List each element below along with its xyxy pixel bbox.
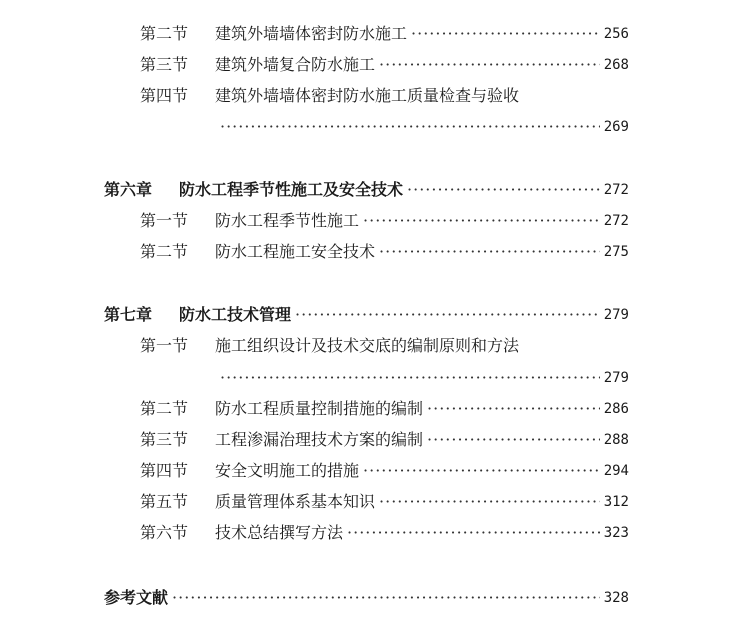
entry-label: 第二节 (140, 24, 189, 43)
page-number: 328 (603, 590, 629, 606)
toc-entry[interactable] (140, 397, 629, 421)
toc-chapter[interactable] (104, 178, 629, 202)
toc-entry-continuation[interactable] (220, 115, 629, 139)
page-number: 275 (603, 244, 629, 260)
entry-label: 第四节 (140, 86, 189, 105)
entry-title: 施工组织设计及技术交底的编制原则和方法 (215, 336, 520, 355)
page-number: 312 (603, 494, 629, 510)
entry-title: 防水工程季节性施工 (215, 211, 360, 230)
dot-leader (363, 459, 600, 483)
entry-label: 第五节 (140, 492, 189, 511)
page-number: 279 (603, 307, 629, 323)
entry-title: 建筑外墙墙体密封防水施工质量检查与验收 (215, 86, 520, 105)
entry-label: 第六节 (140, 523, 189, 542)
chapter-title: 防水工技术管理 (179, 305, 292, 324)
dot-leader (363, 209, 600, 233)
page-number: 279 (603, 370, 629, 386)
entry-label: 第三节 (140, 430, 189, 449)
toc-entry[interactable] (140, 428, 629, 452)
entry-label: 第三节 (140, 55, 189, 74)
entry-title: 防水工程施工安全技术 (215, 242, 376, 261)
toc-entry-continuation[interactable] (220, 366, 629, 390)
dot-leader (220, 115, 600, 139)
entry-title: 安全文明施工的措施 (215, 461, 360, 480)
entry-title: 建筑外墙复合防水施工 (215, 55, 376, 74)
dot-leader (411, 22, 600, 46)
toc-entry[interactable] (140, 490, 629, 514)
dot-leader (427, 428, 600, 452)
entry-label: 第四节 (140, 461, 189, 480)
chapter-title: 防水工程季节性施工及安全技术 (179, 180, 404, 199)
dot-leader (427, 397, 600, 421)
dot-leader (295, 303, 600, 327)
page-number: 256 (603, 26, 629, 42)
toc-references[interactable] (104, 586, 629, 610)
page-number: 272 (603, 182, 629, 198)
entry-title: 质量管理体系基本知识 (215, 492, 376, 511)
entry-label: 第一节 (140, 336, 189, 355)
toc-chapter[interactable] (104, 303, 629, 327)
dot-leader (379, 490, 600, 514)
toc-entry[interactable] (140, 240, 629, 264)
toc-entry[interactable] (140, 334, 629, 358)
dot-leader (379, 53, 600, 77)
dot-leader (407, 178, 600, 202)
toc-entry[interactable] (140, 53, 629, 77)
page-number: 288 (603, 432, 629, 448)
chapter-label: 第六章 (104, 180, 153, 199)
toc-entry[interactable] (140, 22, 629, 46)
dot-leader (379, 240, 600, 264)
entry-title: 工程渗漏治理技术方案的编制 (215, 430, 424, 449)
dot-leader (172, 586, 600, 610)
page-number: 323 (603, 525, 629, 541)
page-number: 268 (603, 57, 629, 73)
page-number: 294 (603, 463, 629, 479)
entry-label: 第二节 (140, 242, 189, 261)
references-label: 参考文献 (104, 588, 169, 607)
dot-leader (347, 521, 600, 545)
dot-leader (220, 366, 600, 390)
entry-title: 建筑外墙墙体密封防水施工 (215, 24, 408, 43)
page-number: 272 (603, 213, 629, 229)
entry-title: 技术总结撰写方法 (215, 523, 344, 542)
toc-entry[interactable] (140, 521, 629, 545)
toc-entry[interactable] (140, 459, 629, 483)
page-number: 269 (603, 119, 629, 135)
entry-label: 第二节 (140, 399, 189, 418)
page-number: 286 (603, 401, 629, 417)
chapter-label: 第七章 (104, 305, 153, 324)
entry-label: 第一节 (140, 211, 189, 230)
entry-title: 防水工程质量控制措施的编制 (215, 399, 424, 418)
toc-entry[interactable] (140, 84, 629, 108)
toc-entry[interactable] (140, 209, 629, 233)
